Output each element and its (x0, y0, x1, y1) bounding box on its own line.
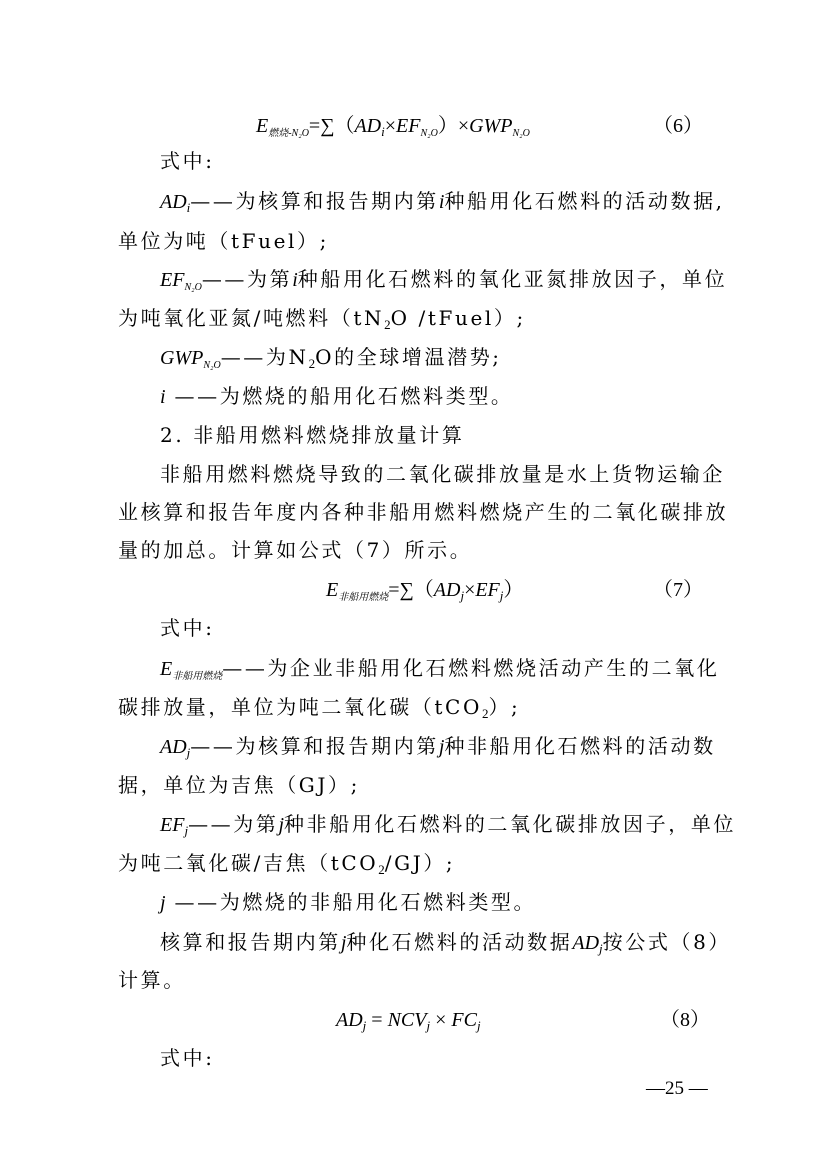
paragraph-1-line-1: 非船用燃料燃烧导致的二氧化碳排放量是水上货物运输企 (160, 462, 725, 486)
adi-var: i (438, 191, 445, 213)
ef-n2o-text-1: ——为第 (201, 267, 293, 291)
paragraph-2-line-1 (160, 928, 731, 963)
adi-subscript: i (186, 200, 191, 215)
definition-j (160, 888, 536, 917)
e-cont-1: 碳排放量，单位为吨二氧化碳（tCO (118, 695, 482, 719)
definition-adj-cont: 据，单位为吉焦（GJ）; (118, 773, 360, 797)
eq6-subscript-ef: N₂O (420, 128, 438, 139)
definition-e-cont (118, 693, 520, 728)
ef-n2o-cont-1: 为吨氧化亚氮/吨燃料（tN (118, 306, 385, 330)
adj-subscript: j (186, 745, 191, 760)
ef-n2o-subscript: N₂O (184, 282, 202, 293)
definition-ef-n2o-cont (118, 304, 526, 339)
efj-text-2: 种非船用化石燃料的二氧化碳排放因子，单位 (284, 812, 737, 836)
gwp-text-sub: 2 (308, 356, 316, 371)
para2-symbol: AD (572, 932, 600, 954)
eq7-text: =∑（ (388, 579, 434, 601)
definition-ef-n2o (160, 265, 727, 302)
efj-subscript: j (184, 823, 189, 838)
adj-text-2: 种非船用化石燃料的活动数 (444, 734, 716, 758)
eq6-symbol-ad: AD (354, 115, 382, 137)
eq8-subscript-ncv: j (426, 1018, 431, 1033)
efj-cont-1: 为吨二氧化碳/吉焦（tCO (118, 851, 379, 875)
eq6-times: × (384, 115, 397, 137)
paragraph-2-line-2: 计算。 (118, 968, 186, 992)
eq6-symbol-e: E (256, 115, 269, 137)
definition-gwp (160, 343, 502, 380)
definition-adi (160, 187, 725, 222)
definition-adi-cont: 单位为吨（tFuel）; (118, 229, 329, 253)
adi-symbol: AD (160, 191, 187, 213)
eq8-symbol-fc: FC (451, 1009, 477, 1031)
equation-6-number: （6） (653, 115, 703, 137)
eq7-symbol-ef: EF (475, 579, 500, 601)
j-symbol: j (160, 892, 166, 914)
e-text-1: ——为企业非船用化石燃料燃烧活动产生的二氧化 (222, 656, 720, 680)
eq7-symbol-ad: AD (433, 579, 461, 601)
ef-n2o-cont-2: O /tFuel）; (390, 306, 526, 330)
e-subscript: 非船用燃烧 (172, 671, 223, 682)
where-label-2: 式中: (160, 616, 215, 640)
ef-n2o-symbol: EF (160, 269, 185, 291)
eq8-symbol-ncv: NCV (387, 1009, 427, 1031)
e-symbol: E (160, 658, 173, 680)
adj-symbol: AD (160, 736, 187, 758)
page-number: —25 — (646, 1078, 708, 1099)
where-label-3: 式中: (160, 1046, 215, 1070)
para2-text-2: 种化石燃料的活动数据 (346, 930, 573, 954)
i-symbol: i (160, 386, 166, 408)
gwp-text-1: ——为N (220, 345, 309, 369)
equation-7 (326, 576, 523, 612)
adi-text-1: ——为核算和报告期内第 (190, 189, 439, 213)
eq6-subscript-e: 燃烧-N₂O (268, 128, 309, 139)
efj-text-1: ——为第 (188, 812, 279, 836)
adi-text-2: 种船用化石燃料的活动数据, (444, 189, 725, 213)
eq7-subscript-e: 非船用燃烧 (338, 592, 389, 603)
eq8-subscript-ad: j (362, 1018, 367, 1033)
gwp-symbol: GWP (160, 347, 204, 369)
efj-var: j (278, 814, 285, 836)
e-cont-sub: 2 (481, 706, 489, 721)
equation-8 (336, 1006, 481, 1040)
eq8-times: × (430, 1009, 452, 1031)
definition-i (160, 382, 514, 411)
eq7-subscript-ad: j (460, 588, 465, 603)
efj-cont-sub: 2 (378, 862, 385, 877)
definition-efj (160, 810, 736, 845)
equation-6 (256, 112, 530, 148)
eq6-subscript-ad: i (381, 124, 385, 139)
eq6-subscript-gwp: N₂O (512, 128, 530, 139)
para2-var: j (340, 932, 347, 954)
efj-symbol: EF (160, 814, 185, 836)
adj-var: j (438, 736, 445, 758)
eq7-times: × (464, 579, 476, 601)
para2-text-1: 核算和报告期内第 (160, 930, 341, 954)
definition-efj-cont (118, 849, 455, 884)
equation-7-number: （7） (653, 579, 703, 601)
i-text: ——为燃烧的船用化石燃料类型。 (165, 384, 514, 408)
ef-n2o-var: i (292, 269, 298, 291)
eq6-text: =∑（ (308, 115, 355, 137)
equation-8-number: （8） (660, 1009, 710, 1031)
eq8-equals: = (366, 1009, 388, 1031)
eq7-subscript-ef: j (499, 588, 504, 603)
ef-n2o-cont-sub: 2 (384, 317, 391, 332)
where-label-1: 式中: (160, 149, 215, 173)
eq6-symbol-ef: EF (396, 115, 421, 137)
adj-text-1: ——为核算和报告期内第 (190, 734, 439, 758)
eq8-subscript-fc: j (476, 1018, 481, 1033)
para2-text-3: 按公式（8） (602, 930, 731, 954)
definition-adj (160, 732, 716, 767)
gwp-text-2: O的全球增温潜势; (315, 345, 502, 369)
ef-n2o-text-2: 种船用化石燃料的氧化亚氮排放因子，单位 (297, 267, 728, 291)
paragraph-1-line-2: 业核算和报告年度内各种非船用燃料燃烧产生的二氧化碳排放 (118, 500, 729, 524)
eq6-symbol-gwp: GWP (469, 115, 513, 137)
paragraph-1-line-3: 量的加总。计算如公式（7）所示。 (118, 538, 473, 562)
e-cont-2: ）; (488, 695, 521, 719)
eq6-text-2: ）× (437, 115, 470, 137)
j-text: ——为燃烧的非船用化石燃料类型。 (165, 890, 537, 914)
efj-cont-2: /GJ）; (384, 851, 456, 875)
para2-subscript: j (599, 941, 603, 956)
definition-e (160, 654, 719, 691)
eq7-text-2: ） (503, 579, 524, 601)
section-heading-2: 2. 非船用燃料燃烧排放量计算 (160, 423, 465, 447)
eq8-symbol-ad: AD (336, 1009, 363, 1031)
gwp-subscript: N₂O (203, 360, 221, 371)
eq7-symbol-e: E (326, 579, 339, 601)
